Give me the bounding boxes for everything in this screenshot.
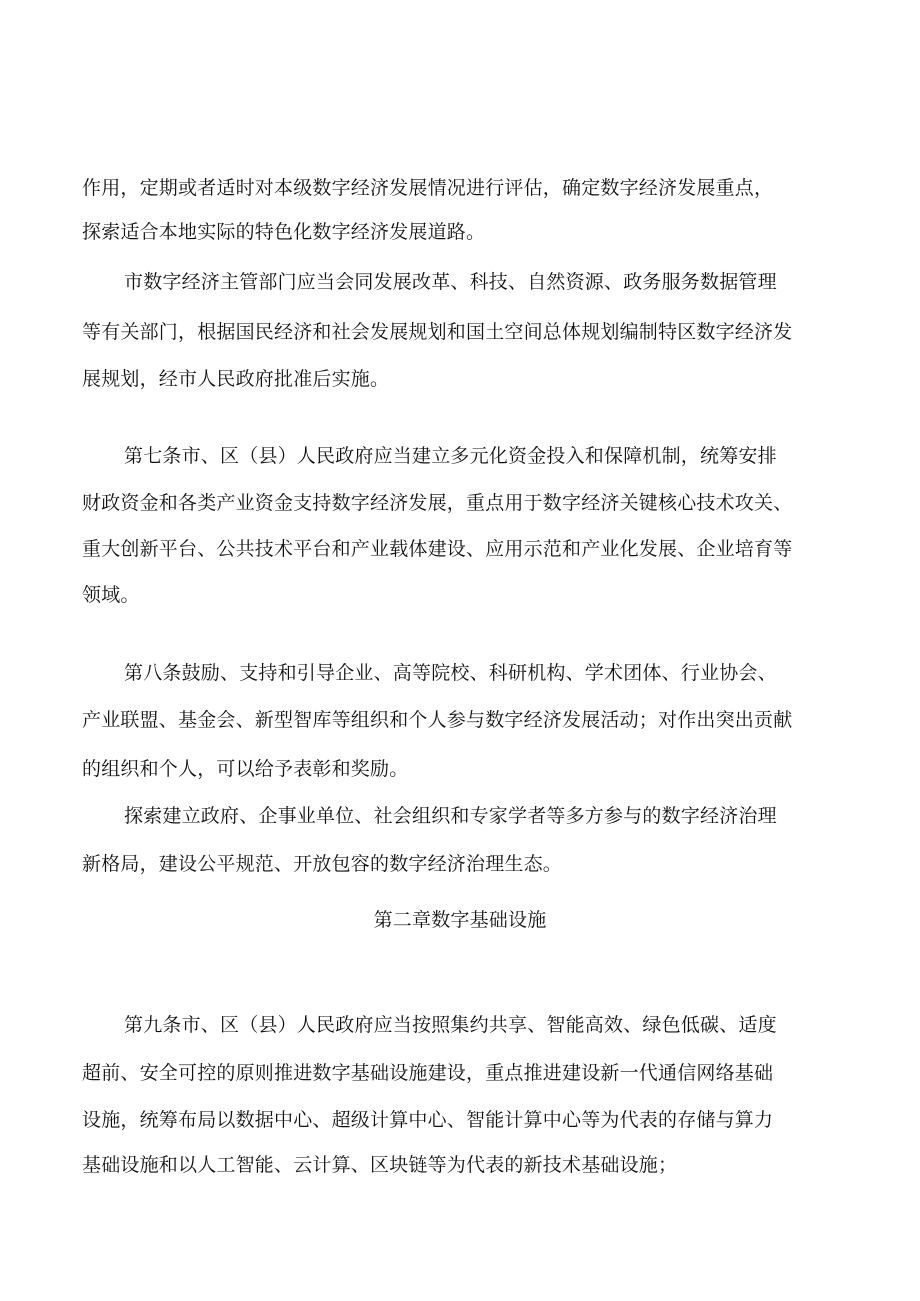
text-line: 新格局，建设公平规范、开放包容的数字经济治理生态。 bbox=[82, 853, 563, 875]
text-line: 财政资金和各类产业资金支持数字经济发展，重点用于数字经济关键核心技术攻关、 bbox=[82, 492, 793, 514]
paragraph-start-line: 市数字经济主管部门应当会同发展改革、科技、自然资源、政务服务数据管理 bbox=[124, 271, 777, 293]
text-line: 基础设施和以人工智能、云计算、区块链等为代表的新技术基础设施； bbox=[82, 1154, 678, 1176]
article-7-start-line: 第七条市、区（县）人民政府应当建立多元化资金投入和保障机制，统筹安排 bbox=[124, 445, 777, 467]
text-line: 等有关部门，根据国民经济和社会发展规划和国土空间总体规划编制特区数字经济发 bbox=[82, 321, 793, 343]
chapter-heading: 第二章数字基础设施 bbox=[373, 909, 547, 931]
text-line: 的组织和个人，可以给予表彰和奖励。 bbox=[82, 758, 409, 780]
paragraph-start-line: 探索建立政府、企事业单位、社会组织和专家学者等多方参与的数字经济治理 bbox=[124, 805, 777, 827]
article-9-start-line: 第九条市、区（县）人民政府应当按照集约共享、智能高效、绿色低碳、适度 bbox=[124, 1014, 777, 1036]
text-line: 探索适合本地实际的特色化数字经济发展道路。 bbox=[82, 221, 486, 243]
text-line: 设施，统筹布局以数据中心、超级计算中心、智能计算中心等为代表的存储与算力 bbox=[82, 1109, 774, 1131]
text-line: 超前、安全可控的原则推进数字基础设施建设，重点推进建设新一代通信网络基础 bbox=[82, 1062, 774, 1084]
text-line: 产业联盟、基金会、新型智库等组织和个人参与数字经济发展活动；对作出突出贡献 bbox=[82, 709, 793, 731]
text-line: 展规划，经市人民政府批准后实施。 bbox=[82, 368, 390, 390]
article-8-start-line: 第八条鼓励、支持和引导企业、高等院校、科研机构、学术团体、行业协会、 bbox=[124, 662, 777, 684]
text-line: 重大创新平台、公共技术平台和产业载体建设、应用示范和产业化发展、企业培育等 bbox=[82, 538, 793, 560]
text-line: 领域。 bbox=[82, 584, 140, 606]
text-line: 作用，定期或者适时对本级数字经济发展情况进行评估，确定数字经济发展重点， bbox=[82, 177, 774, 199]
